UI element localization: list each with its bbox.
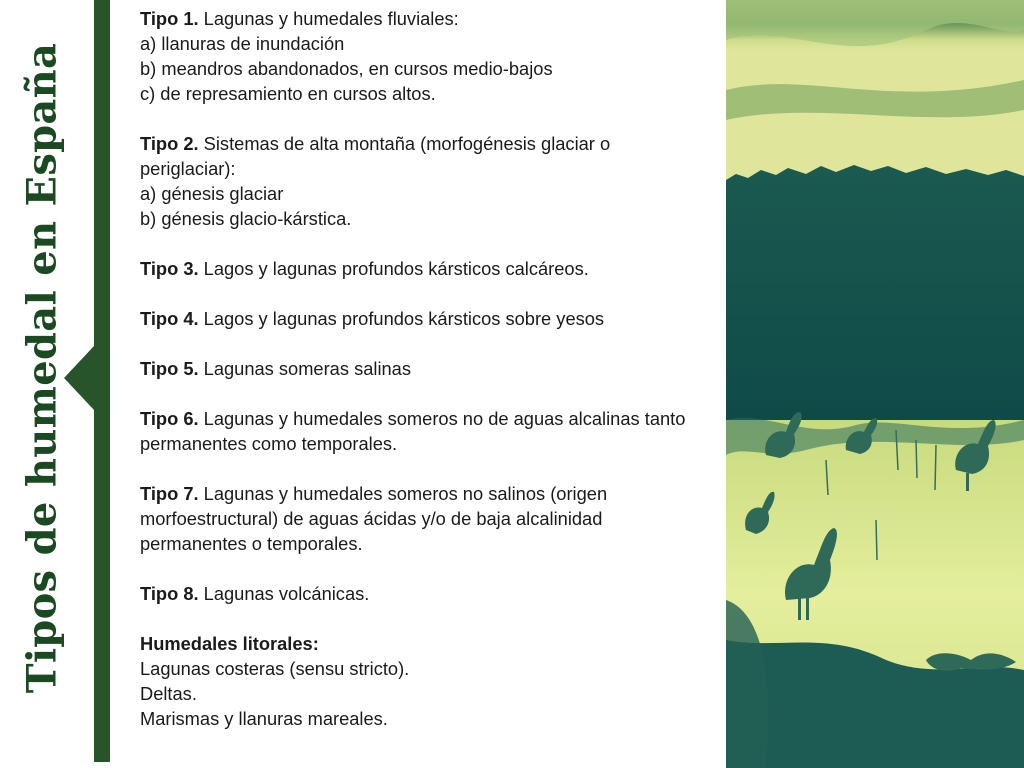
item-heading (140, 131, 710, 181)
item-label: Tipo 6. (140, 408, 199, 429)
item-subline: b) génesis glacio-kárstica. (140, 208, 352, 229)
item-text: Lagunas y humedales someros no salinos (origen morfoestructural) de aguas ácidas y/o de baja alcalinidad permanentes o temporales. (140, 483, 608, 554)
list-item-humedales-litorales (140, 631, 710, 731)
accent-bar (94, 0, 110, 762)
wetland-herons-photo (726, 0, 1024, 768)
item-subline: Marismas y llanuras mareales. (140, 708, 388, 729)
item-subline: a) génesis glaciar (140, 183, 284, 204)
item-subline: Deltas. (140, 683, 197, 704)
item-heading (140, 6, 710, 31)
item-text: Lagos y lagunas profundos kársticos sobre yesos (203, 308, 605, 329)
item-label: Tipo 8. (140, 583, 199, 604)
item-text: Lagos y lagunas profundos kársticos calcáreos. (203, 258, 589, 279)
item-heading (140, 481, 710, 556)
item-heading (140, 581, 710, 606)
item-subline: Lagunas costeras (sensu stricto). (140, 658, 410, 679)
item-text: Lagunas y humedales fluviales: (203, 8, 459, 29)
item-label: Tipo 1. (140, 8, 199, 29)
list-item-tipo-4 (140, 306, 710, 331)
item-text: Lagunas y humedales someros no de aguas alcalinas tanto permanentes como temporales. (140, 408, 686, 454)
item-label: Tipo 2. (140, 133, 199, 154)
item-label: Tipo 3. (140, 258, 199, 279)
item-heading (140, 406, 710, 456)
item-subline: b) meandros abandonados, en cursos medio-bajos (140, 58, 553, 79)
item-text: Lagunas someras salinas (203, 358, 411, 379)
item-subline: c) de represamiento en cursos altos. (140, 83, 436, 104)
list-item-tipo-1 (140, 6, 710, 106)
accent-arrow (64, 346, 94, 410)
item-text: Lagunas volcánicas. (203, 583, 370, 604)
item-text: Sistemas de alta montaña (morfogénesis glaciar o periglaciar): (140, 133, 611, 179)
item-heading (140, 306, 710, 331)
item-label: Tipo 7. (140, 483, 199, 504)
list-item-tipo-5 (140, 356, 710, 381)
list-item-tipo-3 (140, 256, 710, 281)
list-item-tipo-6 (140, 406, 710, 456)
list-item-tipo-8 (140, 581, 710, 606)
slide-title: Tipos de humedal en España (18, 42, 66, 694)
wetland-type-list (140, 6, 710, 756)
list-item-tipo-7 (140, 481, 710, 556)
item-subline: a) llanuras de inundación (140, 33, 345, 54)
item-label: Humedales litorales: (140, 633, 319, 654)
item-label: Tipo 4. (140, 308, 199, 329)
list-item-tipo-2 (140, 131, 710, 231)
item-heading (140, 256, 710, 281)
item-heading (140, 356, 710, 381)
item-label: Tipo 5. (140, 358, 199, 379)
